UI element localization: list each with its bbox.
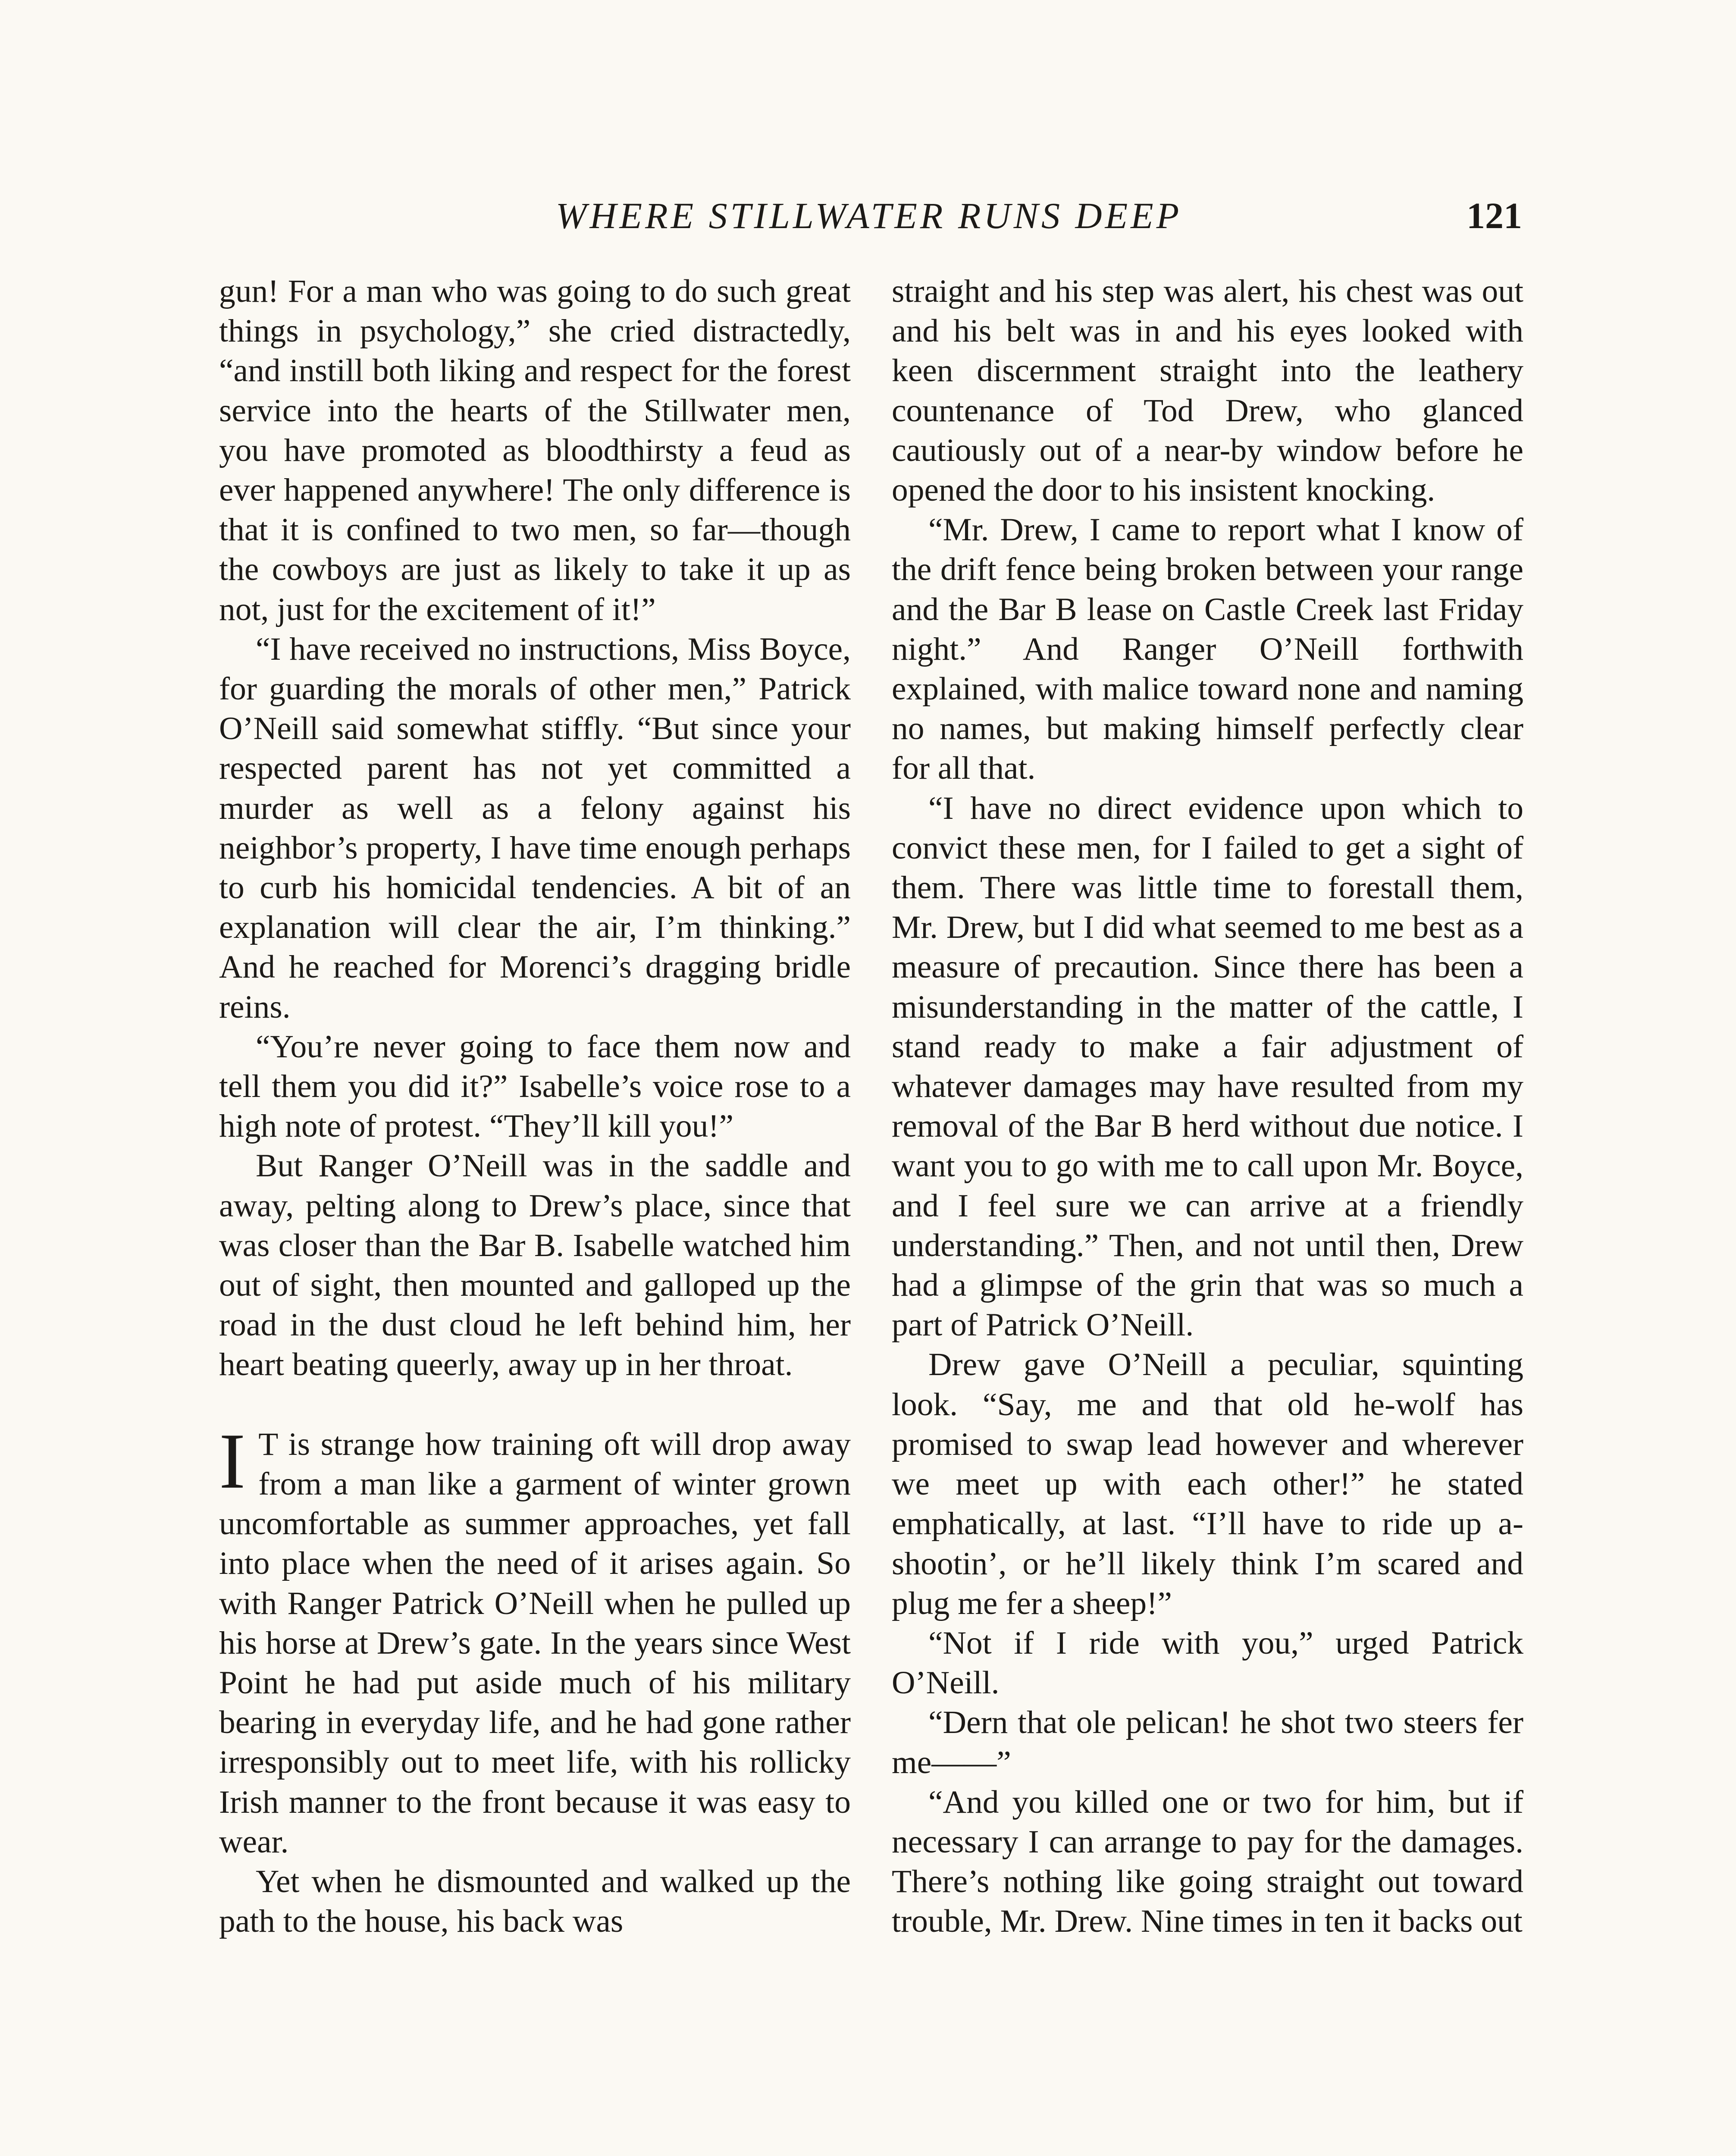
left-column (219, 272, 851, 1941)
paragraph: “I have no direct evidence upon which to convict these men, for I failed to get a sight of them. There was little time to forestall them, Mr. Drew, but I did what seemed to me best as a measure of precaution. Since there has been a misunderstanding in the matter of the cattle, I stand ready to make a fair adjustment of whatever damages may have resulted from my removal of the Bar B herd without due notice. I want you to go with me to call upon Mr. Boyce, and I feel sure we can arrive at a friendly understanding.” Then, and not until then, Drew had a glimpse of the grin that was so much a part of Patrick O’Neill. (892, 790, 1523, 1343)
paragraph: “Dern that ole pelican! he shot two steers fer me——” (892, 1705, 1523, 1780)
paragraph: gun! For a man who was going to do such great things in psychology,” she cried distractedly, “and instill both liking and respect for the forest service into the hearts of the Stillwater men, you have promoted as bloodthirsty a feud as ever happened anywhere! The only difference is that it is confined to two men, so far—though the cowboys are just as likely to take it up as not, just for the excitement of it!” (219, 273, 851, 627)
section-opening-text: T is strange how training oft will drop away from a man like a garment of winter grown uncomfortable as summer approaches, yet fall into place when the need of it arises again. So with Ranger Patrick O’Neill when he pulled up his horse at Drew’s gate. In the years since West Point he had put aside much of his military bearing in everyday life, and he had gone rather irresponsibly out to meet life, with his rollicky Irish manner to the front because it was easy to wear. (219, 1426, 851, 1860)
paragraph: “And you killed one or two for him, but if necessary I can arrange to pay for the damages. There’s nothing like going straight out toward trouble, Mr. Drew. Nine times in ten it backs out (892, 1784, 1523, 1940)
running-head: WHERE STILLWATER RUNS DEEP (555, 195, 1182, 236)
paragraph: Yet when he dismounted and walked up the path to the house, his back was (219, 1863, 851, 1940)
paragraph: “I have received no instructions, Miss Boyce, for guarding the morals of other men,” Patrick O’Neill said somewhat stiffly. “But since your respected parent has not yet committed a murder as well as a felony against his neighbor’s property, I have time enough perhaps to curb his homicidal tendencies. A bit of an explanation will clear the air, I’m thinking.” And he reached for Morenci’s dragging bridle reins. (219, 631, 851, 1025)
page-number: 121 (1467, 195, 1522, 236)
section-break (219, 1385, 851, 1425)
paragraph: “Not if I ride with you,” urged Patrick O’Neill. (892, 1625, 1523, 1701)
page-header (216, 183, 1522, 248)
paragraph: straight and his step was alert, his chest was out and his belt was in and his eyes looked with keen discernment straight into the leathery countenance of Tod Drew, who glanced cautiously out of a near-by window before he opened the door to his insistent knocking. (892, 273, 1523, 508)
paragraph: “You’re never going to face them now and tell them you did it?” Isabelle’s voice rose to a high note of protest. “They’ll kill you!” (219, 1028, 851, 1144)
right-column (892, 272, 1523, 1942)
section-opening-paragraph (219, 1416, 851, 1862)
paragraph: “Mr. Drew, I came to report what I know of the drift fence being broken between your range and the Bar B lease on Castle Creek last Friday night.” And Ranger O’Neill forthwith explained, with malice toward none and naming no names, but making himself perfectly clear for all that. (892, 512, 1523, 787)
drop-cap: I (219, 1416, 246, 1505)
paragraph: But Ranger O’Neill was in the saddle and away, pelting along to Drew’s place, since that was closer than the Bar B. Isabelle watched him out of sight, then mounted and galloped up the road in the dust cloud he left behind him, her heart beating queerly, away up in her throat. (219, 1148, 851, 1383)
paragraph: Drew gave O’Neill a peculiar, squinting look. “Say, me and that old he-wolf has promised to swap lead however and wherever we meet up with each other!” he stated emphatically, at last. “I’ll have to ride up a-shootin’, or he’ll likely think I’m scared and plug me fer a sheep!” (892, 1347, 1523, 1621)
